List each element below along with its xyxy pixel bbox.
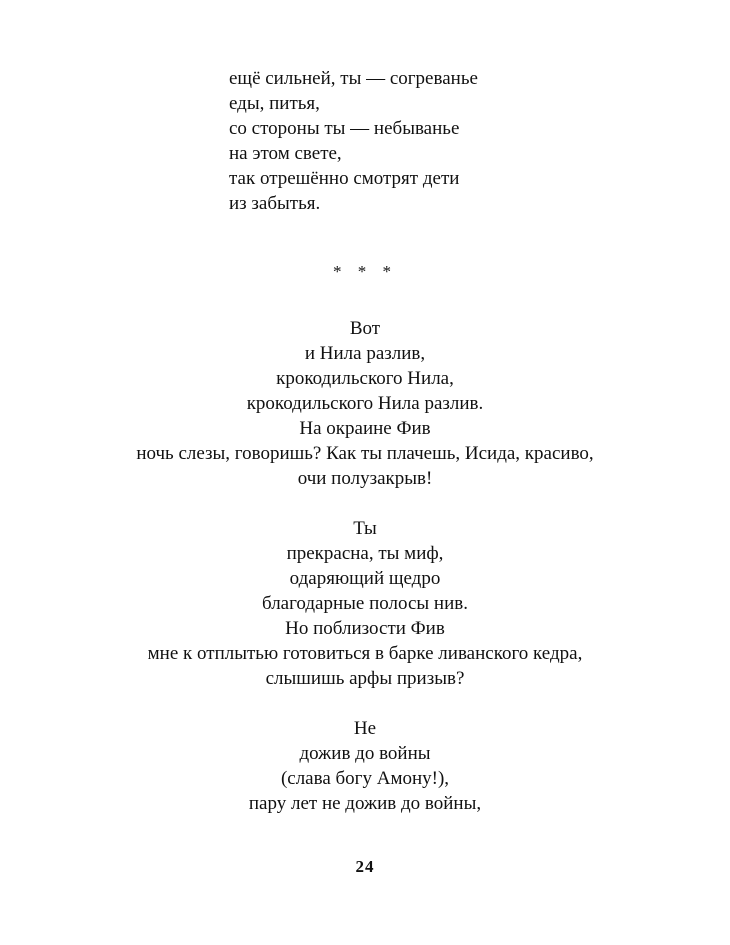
verse-line: на этом свете, <box>229 143 342 164</box>
verse-line: из забытья. <box>229 193 321 214</box>
section-separator: * * * <box>333 262 397 281</box>
verse-line: слышишь арфы призыв? <box>265 668 465 689</box>
stanza-nile <box>0 316 730 491</box>
verse-line: очи полузакрыв! <box>297 468 433 489</box>
verse-line: Вот <box>349 318 381 339</box>
verse-line: Но поблизости Фив <box>285 618 445 639</box>
stanza-war <box>0 716 730 816</box>
verse-line: На окраине Фив <box>299 418 431 439</box>
verse-line: Ты <box>353 518 377 539</box>
verse-line: прекрасна, ты миф, <box>286 543 444 564</box>
verse-line: благодарные полосы нив. <box>262 593 468 614</box>
verse-line: так отрешённо смотрят дети <box>229 168 460 189</box>
verse-line: ночь слезы, говоришь? Как ты плачешь, Исида, красиво, <box>136 443 594 464</box>
stanza-top <box>229 66 478 216</box>
verse-line: Не <box>353 718 377 739</box>
verse-line: (слава богу Амону!), <box>280 768 450 789</box>
verse-line: пару лет не дожив до войны, <box>248 793 482 814</box>
verse-line: дожив до войны <box>299 743 431 764</box>
verse-line: еды, питья, <box>229 93 320 114</box>
verse-line: ещё сильней, ты — согреванье <box>229 68 478 89</box>
page-number: 24 <box>355 857 375 876</box>
verse-line: крокодильского Нила разлив. <box>246 393 484 414</box>
verse-line: крокодильского Нила, <box>276 368 454 389</box>
verse-line: со стороны ты — небыванье <box>229 118 460 139</box>
verse-line: мне к отплытью готовиться в барке ливанского кедра, <box>147 643 583 664</box>
stanza-myth <box>0 516 730 691</box>
verse-line: одаряющий щедро <box>289 568 441 589</box>
verse-line: и Нила разлив, <box>304 343 426 364</box>
